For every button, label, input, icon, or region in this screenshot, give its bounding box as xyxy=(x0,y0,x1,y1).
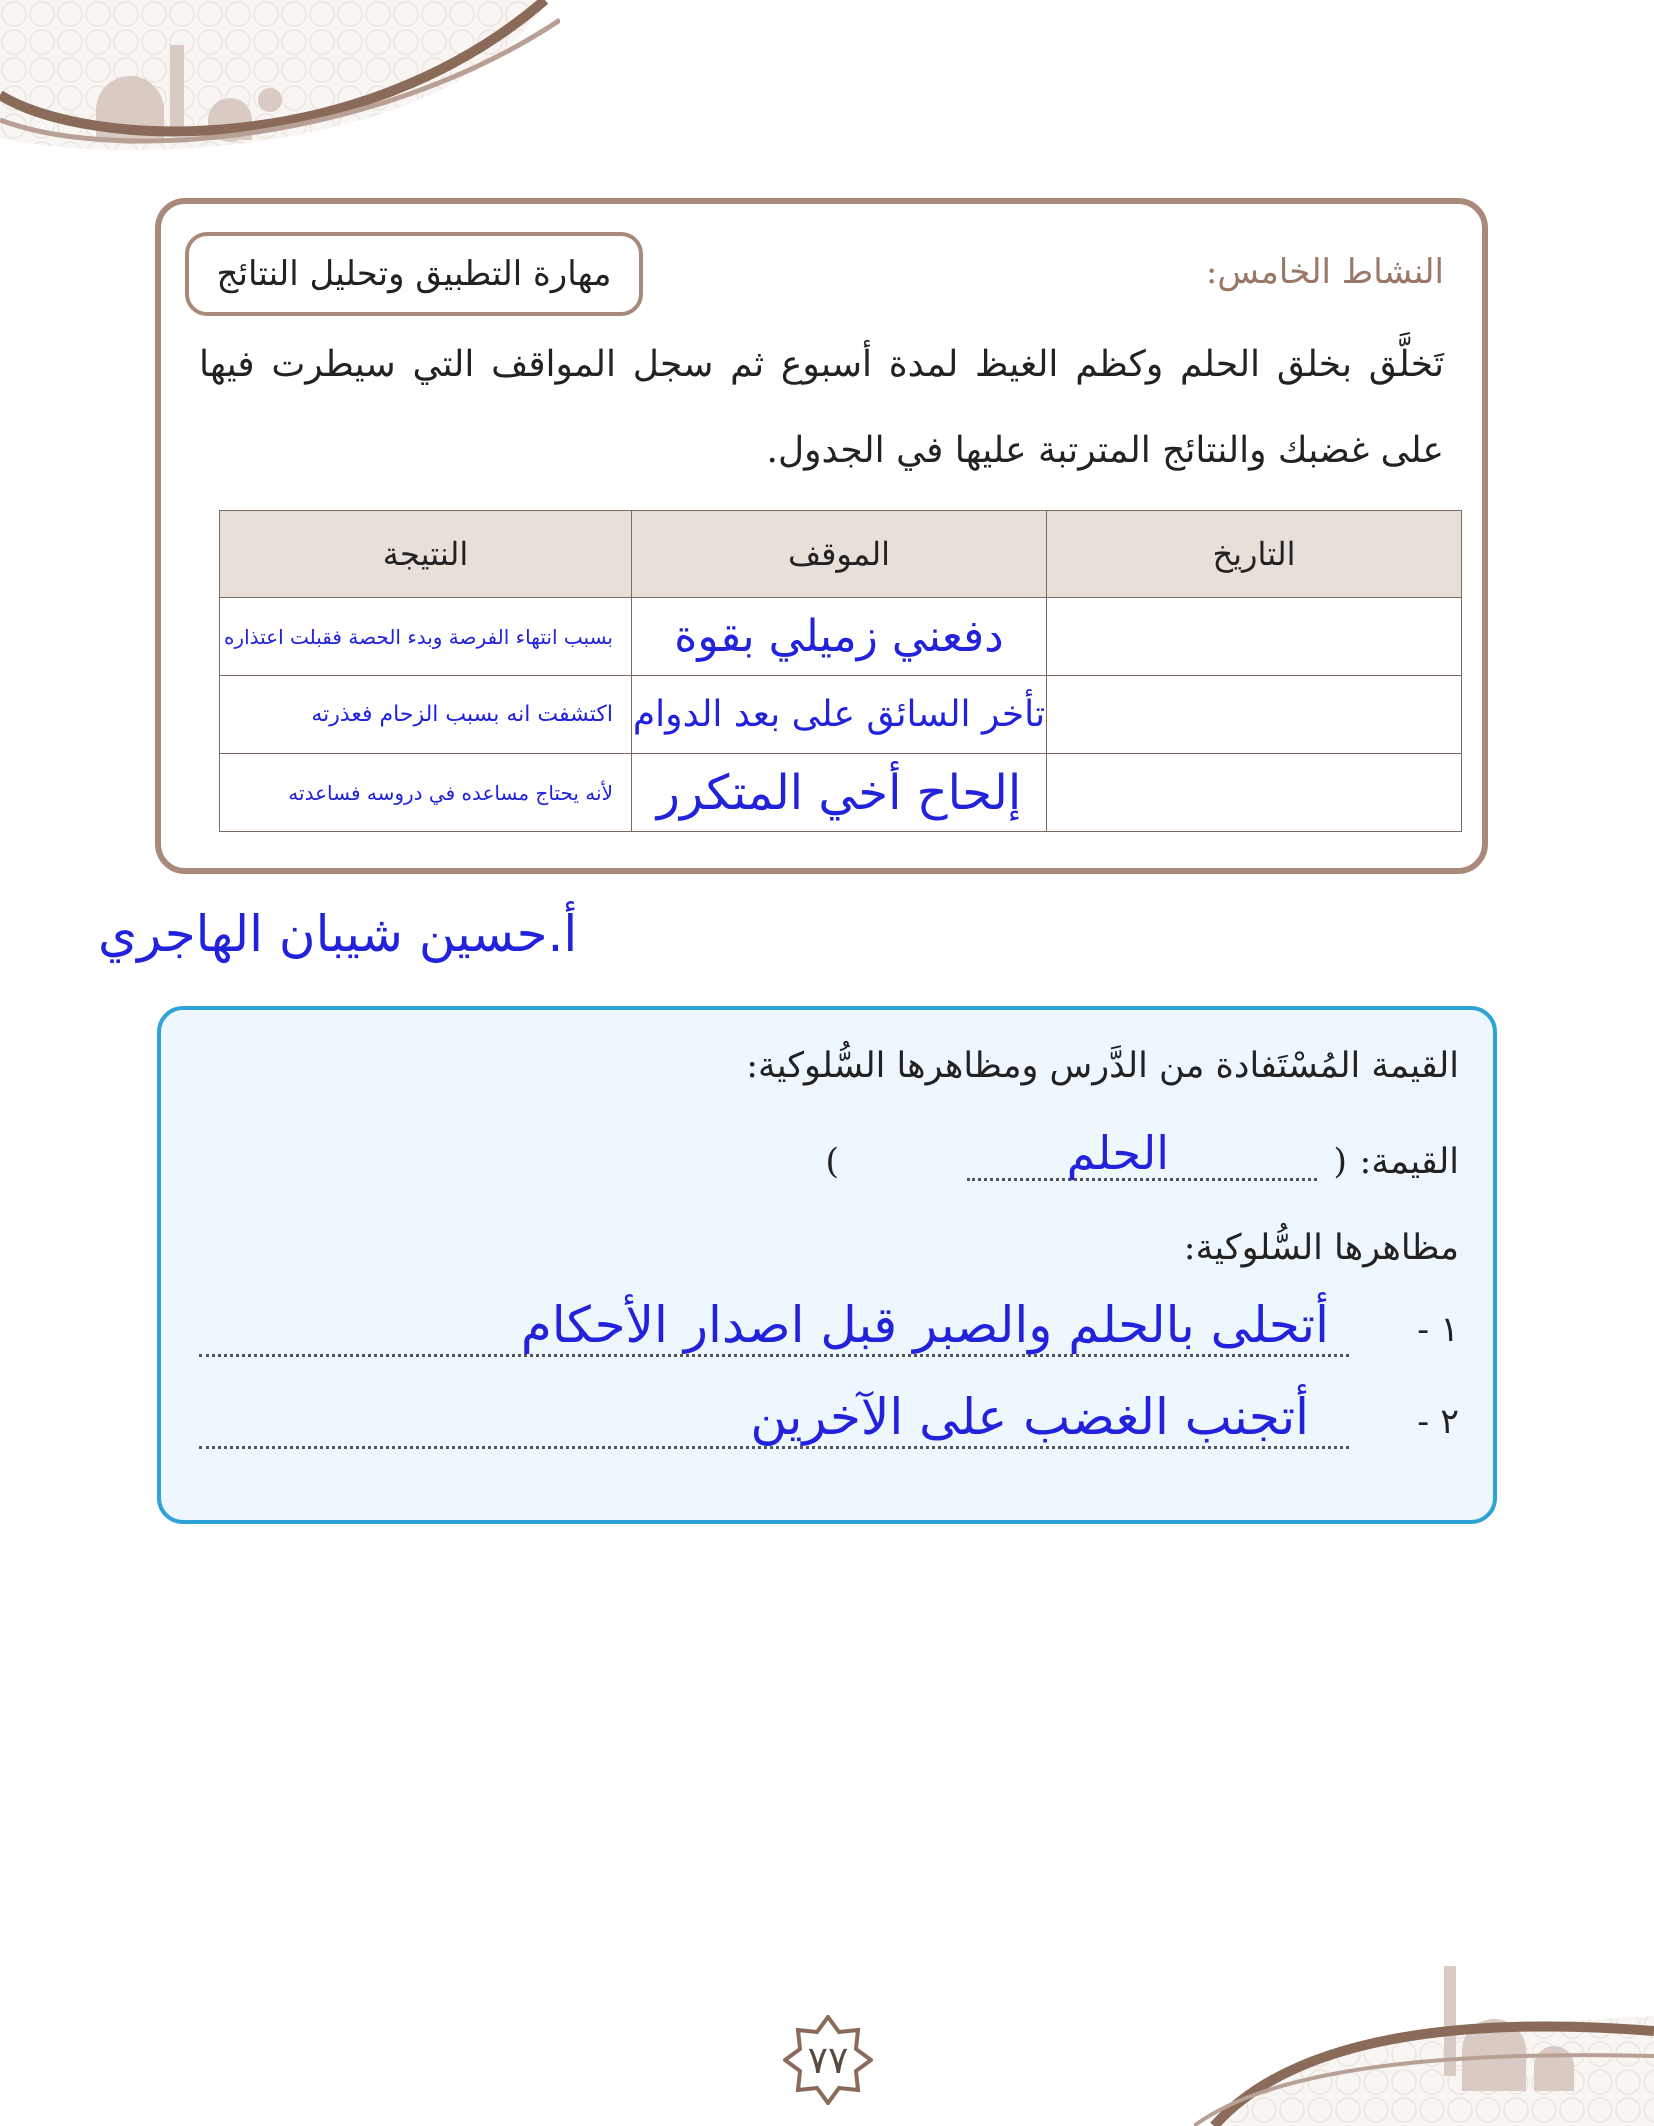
skill-badge: مهارة التطبيق وتحليل النتائج xyxy=(185,232,643,316)
result-cell[interactable]: لأنه يحتاج مساعده في دروسه فساعدته xyxy=(220,754,632,832)
situation-cell[interactable]: إلحاح أخي المتكرر xyxy=(632,754,1047,832)
behaviors-heading: مظاهرها السُّلوكية: xyxy=(1183,1228,1459,1268)
behavior-number: ١ - xyxy=(1417,1310,1459,1350)
decorative-corner-bottom xyxy=(1194,1956,1654,2126)
activity-title: النشاط الخامس: xyxy=(1205,252,1444,292)
table-row xyxy=(220,598,1462,676)
value-line xyxy=(819,1126,1459,1198)
teacher-name: أ.حسين شيبان الهاجري xyxy=(98,905,578,963)
table-row xyxy=(220,676,1462,754)
paren-close: ) xyxy=(825,1142,839,1182)
records-table xyxy=(219,510,1462,832)
date-cell[interactable] xyxy=(1047,754,1462,832)
paren-open: ( xyxy=(1333,1142,1347,1182)
activity-instructions: تَخلَّق بخلق الحلم وكظم الغيظ لمدة أسبوع ثم سجل المواقف التي سيطرت فيها على غضبك والنتائج المترتبة عليها في الجدول. xyxy=(199,344,1444,471)
page-number-badge xyxy=(783,2015,873,2105)
result-cell[interactable]: اكتشفت انه بسبب الزحام فعذرته xyxy=(220,676,632,754)
value-label: القيمة: xyxy=(1359,1142,1459,1182)
situation-cell[interactable]: تأخر السائق على بعد الدوام xyxy=(632,676,1047,754)
behavior-item xyxy=(199,1296,1459,1370)
behavior-dotted-line xyxy=(199,1446,1349,1449)
behavior-item xyxy=(199,1388,1459,1462)
table-row xyxy=(220,754,1462,832)
behavior-answer[interactable]: أتجنب الغضب على الآخرين xyxy=(750,1388,1309,1446)
behavior-answer[interactable]: أتحلى بالحلم والصبر قبل اصدار الأحكام xyxy=(520,1296,1329,1354)
page-number: ٧٧ xyxy=(807,2038,849,2082)
decorative-corner-top xyxy=(0,0,560,160)
result-cell[interactable]: بسبب انتهاء الفرصة وبدء الحصة فقبلت اعتذاره xyxy=(220,598,632,676)
value-heading: القيمة المُسْتَفادة من الدَّرس ومظاهرها السُّلوكية: xyxy=(746,1046,1459,1086)
activity-card xyxy=(155,198,1488,874)
header-situation: الموقف xyxy=(632,511,1047,598)
table-header-row xyxy=(220,511,1462,598)
header-date: التاريخ xyxy=(1047,511,1462,598)
date-cell[interactable] xyxy=(1047,676,1462,754)
header-result: النتيجة xyxy=(220,511,632,598)
date-cell[interactable] xyxy=(1047,598,1462,676)
behavior-dotted-line xyxy=(199,1354,1349,1357)
value-card xyxy=(157,1006,1497,1524)
value-answer[interactable]: الحلم xyxy=(1066,1126,1169,1180)
behavior-number: ٢ - xyxy=(1417,1402,1459,1442)
situation-cell[interactable]: دفعني زميلي بقوة xyxy=(632,598,1047,676)
